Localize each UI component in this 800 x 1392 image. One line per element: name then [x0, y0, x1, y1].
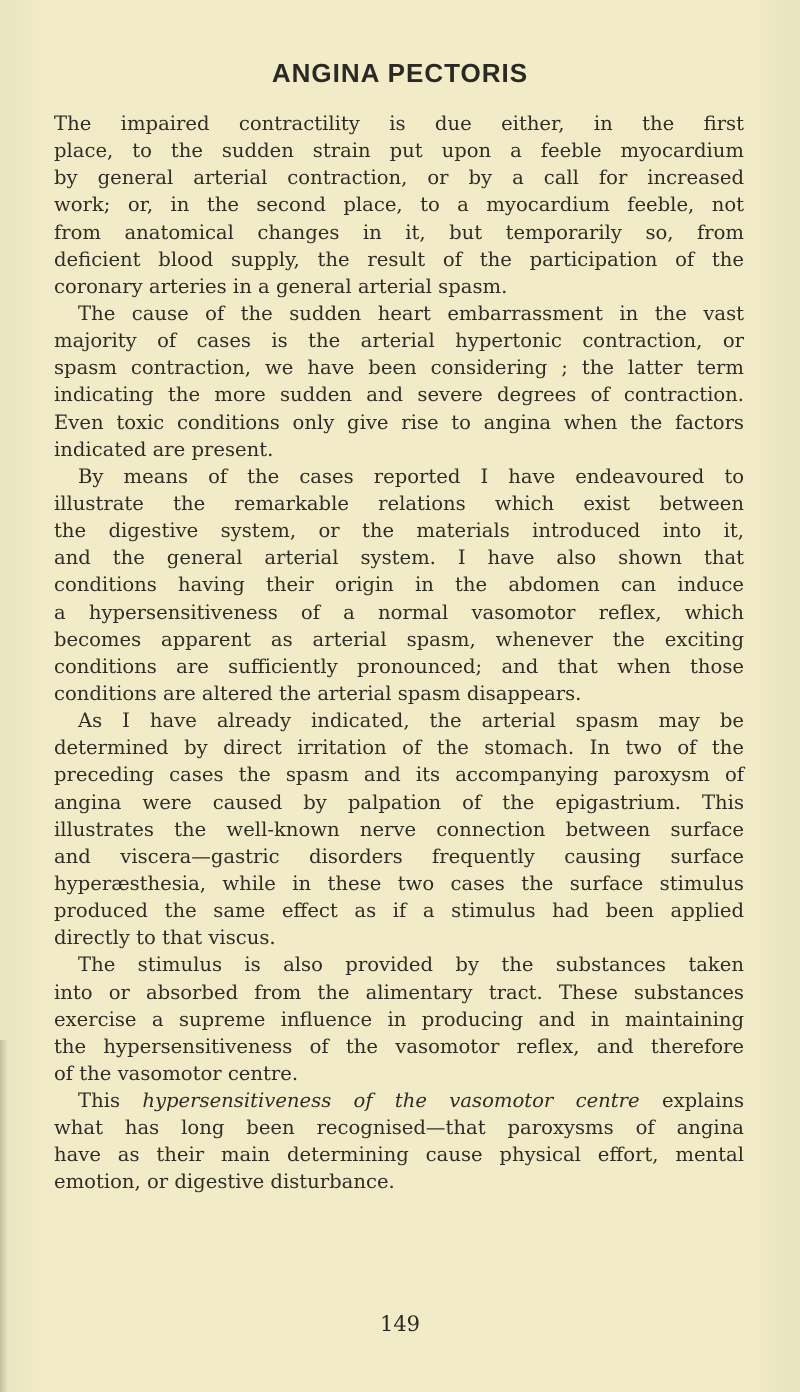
text-line: majority of cases is the arterial hypertonic contraction, or	[54, 329, 744, 353]
text-line: conditions are altered the arterial spasm disappears.	[54, 681, 582, 705]
text-line: and viscera—gastric disorders frequently causing surface	[54, 844, 744, 868]
text-line: Even toxic conditions only give rise to angina when the factors	[54, 410, 744, 434]
text-line: what has long been recognised—that paroxysms of angina	[54, 1116, 744, 1140]
running-title: ANGINA PECTORIS	[271, 58, 529, 88]
text-line: becomes apparent as arterial spasm, whenever the exciting	[54, 627, 744, 651]
text-line: indicating the more sudden and severe degrees of contraction.	[54, 383, 744, 407]
page-number: 149	[379, 1312, 421, 1336]
text-line: spasm contraction, we have been considering ; the latter term	[54, 356, 744, 380]
text-line: The cause of the sudden heart embarrassment in the vast	[78, 301, 744, 325]
text-line: emotion, or digestive disturbance.	[54, 1170, 395, 1194]
text-line: a hypersensitiveness of a normal vasomotor reflex, which	[54, 600, 744, 624]
text-line: by general arterial contraction, or by a call for increased	[54, 166, 744, 190]
text-line: The stimulus is also provided by the substances taken	[78, 953, 744, 977]
text-line: deficient blood supply, the result of the participation of the	[54, 247, 744, 271]
text-line: coronary arteries in a general arterial spasm.	[54, 274, 508, 298]
text-line: angina were caused by palpation of the epigastrium. This	[54, 790, 744, 814]
text-line: into or absorbed from the alimentary tract. These substances	[54, 980, 744, 1004]
lead-word: This	[78, 1089, 121, 1113]
text-line: As I have already indicated, the arterial spasm may be	[78, 709, 744, 733]
text-line: illustrate the remarkable relations which exist between	[54, 491, 744, 515]
text-line: have as their main determining cause physical effort, mental	[54, 1143, 744, 1167]
text-line: directly to that viscus.	[54, 926, 276, 950]
text-line: By means of the cases reported I have endeavoured to	[78, 464, 744, 488]
text-line: work; or, in the second place, to a myocardium feeble, not	[54, 193, 744, 217]
text-line: indicated are present.	[54, 437, 274, 461]
text-line: hyperæsthesia, while in these two cases the surface stimulus	[54, 871, 744, 895]
italic-phrase: hypersensitiveness of the vasomotor centre	[142, 1089, 640, 1113]
body-text	[54, 110, 744, 1196]
text-line: exercise a supreme influence in producing and in maintaining	[54, 1007, 744, 1031]
line-remainder: explains	[661, 1089, 745, 1113]
text-line	[54, 1087, 744, 1114]
text-line: produced the same effect as if a stimulus had been applied	[54, 899, 744, 923]
text-line: of the vasomotor centre.	[54, 1061, 299, 1085]
text-line: preceding cases the spasm and its accompanying paroxysm of	[54, 763, 744, 787]
text-line: and the general arterial system. I have also shown that	[54, 546, 744, 570]
text-line: the hypersensitiveness of the vasomotor reflex, and therefore	[54, 1034, 744, 1058]
text-line: The impaired contractility is due either, in the first	[54, 112, 744, 135]
page-edge-shadow	[0, 1040, 8, 1392]
text-line: conditions having their origin in the abdomen can induce	[54, 573, 744, 597]
text-line: conditions are sufficiently pronounced; and that when those	[54, 654, 744, 678]
text-line: determined by direct irritation of the stomach. In two of the	[54, 736, 744, 760]
text-line: place, to the sudden strain put upon a feeble myocardium	[54, 139, 744, 163]
text-line: from anatomical changes in it, but temporarily so, from	[54, 220, 744, 244]
text-line: illustrates the well-known nerve connection between surface	[54, 817, 744, 841]
text-line: the digestive system, or the materials introduced into it,	[54, 519, 744, 543]
